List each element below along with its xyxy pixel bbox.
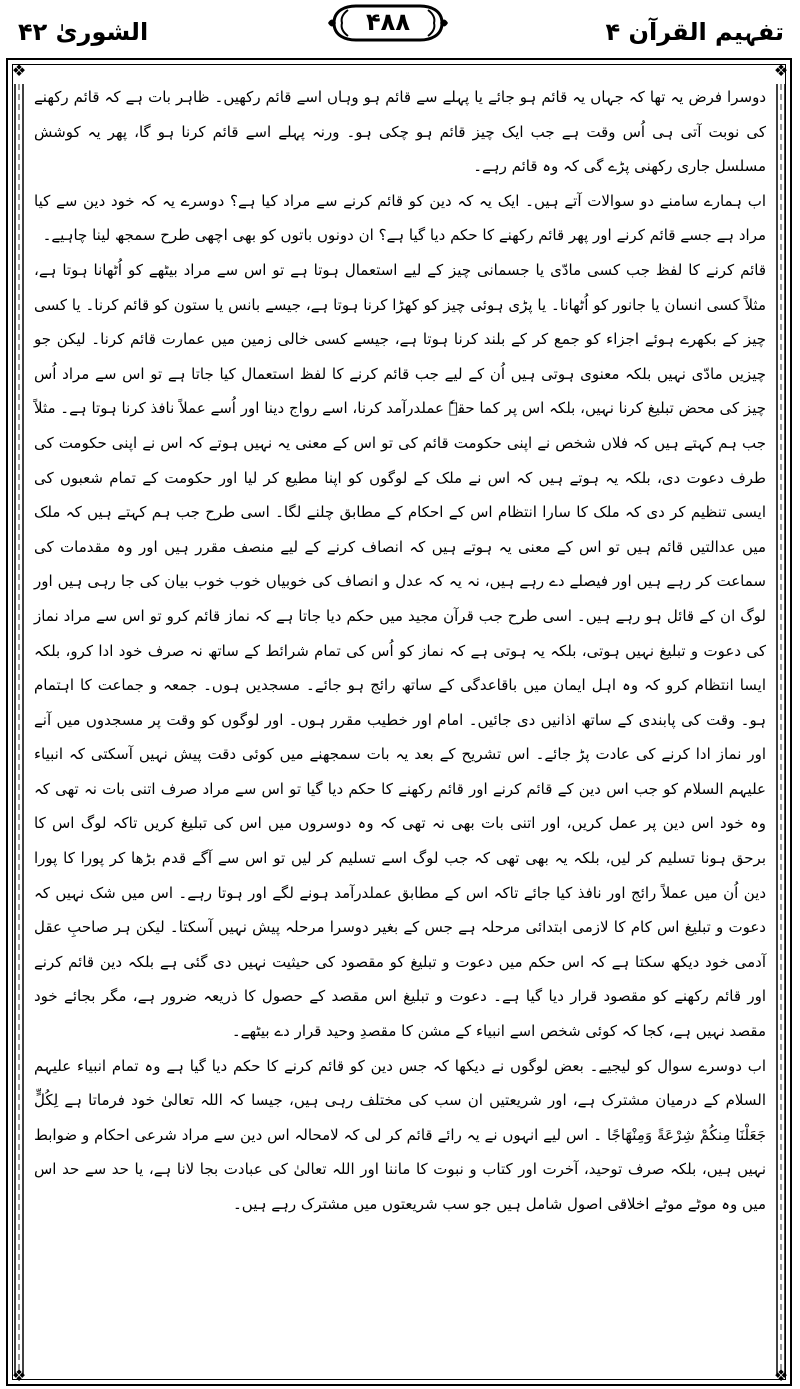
paragraph: دوسرا فرض یہ تھا کہ جہاں یہ قائم ہو جائے یا پہلے سے قائم ہو وہاں اسے قائم رکھیں۔ ظاہر بات ہے کہ قائم رکھنے کی نوبت آتی ہی اُس وقت ہے جب ایک چیز قائم ہو چکی ہو۔ ورنہ پہلے اسے قائم کرنا ہو گا، پھر یہ کوشش مسلسل جاری رکھنی پڑے گی کہ وہ قائم رہے۔ bbox=[34, 88, 766, 176]
corner-ornament-top-left: ❖ bbox=[11, 61, 27, 80]
paragraph: اب ہمارے سامنے دو سوالات آتے ہیں۔ ایک یہ کہ دین کو قائم کرنے سے مراد کیا ہے؟ دوسرے یہ کہ خود دین سے کیا مراد ہے جسے قائم کرنے اور پھر قائم رکھنے کا حکم دیا گیا ہے؟ ان دونوں باتوں کو بھی اچھی طرح سمجھ لینا چاہیے۔ bbox=[34, 191, 766, 245]
corner-ornament-top-right: ❖ bbox=[773, 61, 789, 80]
left-border-ornament bbox=[12, 84, 26, 1374]
page-body-text bbox=[34, 80, 766, 1380]
surah-name: الشوریٰ ۴۲ bbox=[18, 18, 149, 46]
book-title: تفہیم القرآن ۴ bbox=[605, 18, 784, 46]
page-number: ۴۸۸ bbox=[366, 8, 410, 36]
page-header bbox=[0, 0, 800, 60]
corner-ornament-bottom-right: ❖ bbox=[773, 1366, 789, 1385]
paragraph: قائم کرنے کا لفظ جب کسی مادّی یا جسمانی چیز کے لیے استعمال ہوتا ہے تو اس سے مراد بیٹھے کو اُٹھانا ہوتا ہے، مثلاً کسی انسان یا جانور کو اُٹھانا۔ یا پڑی ہوئی چیز کو کھڑا کرنا ہوتا ہے، جیسے بانس یا ستون کو قائم کرنا۔ یا کسی چیز کے بکھرے ہوئے اجزاء کو جمع کر کے بلند کرنا ہوتا ہے، جیسے کسی خالی زمین میں عمارت قائم کرنا۔ لیکن جو چیزیں مادّی نہیں بلکہ معنوی ہوتی ہیں اُن کے لیے جب قائم کرنے کا لفظ استعمال کیا جاتا ہے تو اس سے مراد اُس چیز کی محض تبلیغ کرنا نہیں، بلکہ اس پر کما حقہٗ عملدرآمد کرنا، اسے رواج دینا اور اُسے عملاً نافذ کرنا ہوتا ہے۔ مثلاً جب ہم کہتے ہیں کہ فلاں شخص نے اپنی حکومت قائم کی تو اس کے معنی یہ نہیں ہوتے کہ اس نے اپنی حکومت کی طرف دعوت دی، بلکہ یہ ہوتے ہیں کہ اس نے ملک کے لوگوں کو اپنا مطیع کر لیا اور حکومت کے تمام شعبوں کی ایسی تنظیم کر دی کہ ملک کا سارا انتظام اس کے احکام کے مطابق چلنے لگا۔ اسی طرح جب ہم کہتے ہیں کہ ملک میں عدالتیں قائم ہیں تو اس کے معنی یہ ہوتے ہیں کہ انصاف کرنے کے لیے منصف مقرر ہیں اور وہ مقدمات کی سماعت کر رہے ہیں اور فیصلے دے رہے ہیں، نہ یہ کہ عدل و انصاف کی خوبیاں خوب خوب بیان کی جا رہی ہیں اور لوگ ان کے قائل ہو رہے ہیں۔ اسی طرح جب قرآن مجید میں حکم دیا جاتا ہے کہ نماز قائم کرو تو اس سے مراد نماز کی دعوت و تبلیغ نہیں ہوتی، بلکہ یہ ہوتی ہے کہ نماز کو اُس کی تمام شرائط کے ساتھ نہ صرف خود ادا کرو، بلکہ ایسا انتظام کرو کہ وہ اہل ایمان میں باقاعدگی کے ساتھ رائج ہو جائے۔ مسجدیں ہوں۔ جمعہ و جماعت کا اہتمام ہو۔ وقت کی پابندی کے ساتھ اذانیں دی جائیں۔ امام اور خطیب مقرر ہوں۔ اور لوگوں کو وقت پر مسجدوں میں آنے اور نماز ادا کرنے کی عادت پڑ جائے۔ اس تشریح کے بعد یہ بات سمجھنے میں کوئی دقت پیش نہیں آسکتی کہ انبیاء علیہم السلام کو جب اس دین کے قائم کرنے اور قائم رکھنے کا حکم دیا گیا تو اس سے مراد صرف اتنی بات نہ تھی کہ وہ خود اس دین پر عمل کریں، اور اتنی بات بھی نہ تھی کہ وہ دوسروں میں اس کی تبلیغ کریں تاکہ لوگ اس کا برحق ہونا تسلیم کر لیں، بلکہ یہ بھی تھی کہ جب لوگ اسے تسلیم کر لیں تو اس سے آگے قدم بڑھا کر پورا کا پورا دین اُن میں عملاً رائج اور نافذ کیا جائے تاکہ اس کے مطابق عملدرآمد ہونے لگے اور ہوتا رہے۔ اس میں شک نہیں کہ دعوت و تبلیغ اس کام کا لازمی ابتدائی مرحلہ ہے جس کے بغیر دوسرا مرحلہ پیش نہیں آسکتا۔ لیکن ہر صاحبِ عقل آدمی خود دیکھ سکتا ہے کہ اس حکم میں دعوت و تبلیغ کو مقصود کی حیثیت نہیں دی گئی ہے بلکہ دین قائم کرنے اور قائم رکھنے کو مقصود قرار دیا گیا ہے۔ دعوت و تبلیغ اس مقصد کے حصول کا ذریعہ ضرور ہے، مگر بجائے خود مقصد نہیں ہے، کجا کہ کوئی شخص اسے انبیاء کے مشن کا مقصدِ وحید قرار دے بیٹھے۔ bbox=[34, 260, 766, 1041]
corner-ornament-bottom-left: ❖ bbox=[11, 1366, 27, 1385]
paragraph: اب دوسرے سوال کو لیجیے۔ بعض لوگوں نے دیکھا کہ جس دین کو قائم کرنے کا حکم دیا گیا ہے وہ تمام انبیاء علیہم السلام کے درمیان مشترک ہے، اور شریعتیں ان سب کی مختلف رہی ہیں، جیسا کہ اللہ تعالیٰ خود فرماتا ہے لِكُلٍّ جَعَلْنَا مِنكُمْ شِرْعَةً وَمِنْهَاجًا ۔ اس لیے انہوں نے یہ رائے قائم کر لی کہ لامحالہ اس دین سے مراد شرعی احکام و ضوابط نہیں ہیں، بلکہ صرف توحید، آخرت اور کتاب و نبوت کا ماننا اور اللہ تعالیٰ کی عبادت بجا لانا ہے، یا حد سے حد اس میں وہ موٹے موٹے اخلاقی اصول شامل ہیں جو سب شریعتوں میں مشترک رہے ہیں۔ bbox=[34, 1056, 766, 1213]
right-border-ornament bbox=[774, 84, 788, 1374]
